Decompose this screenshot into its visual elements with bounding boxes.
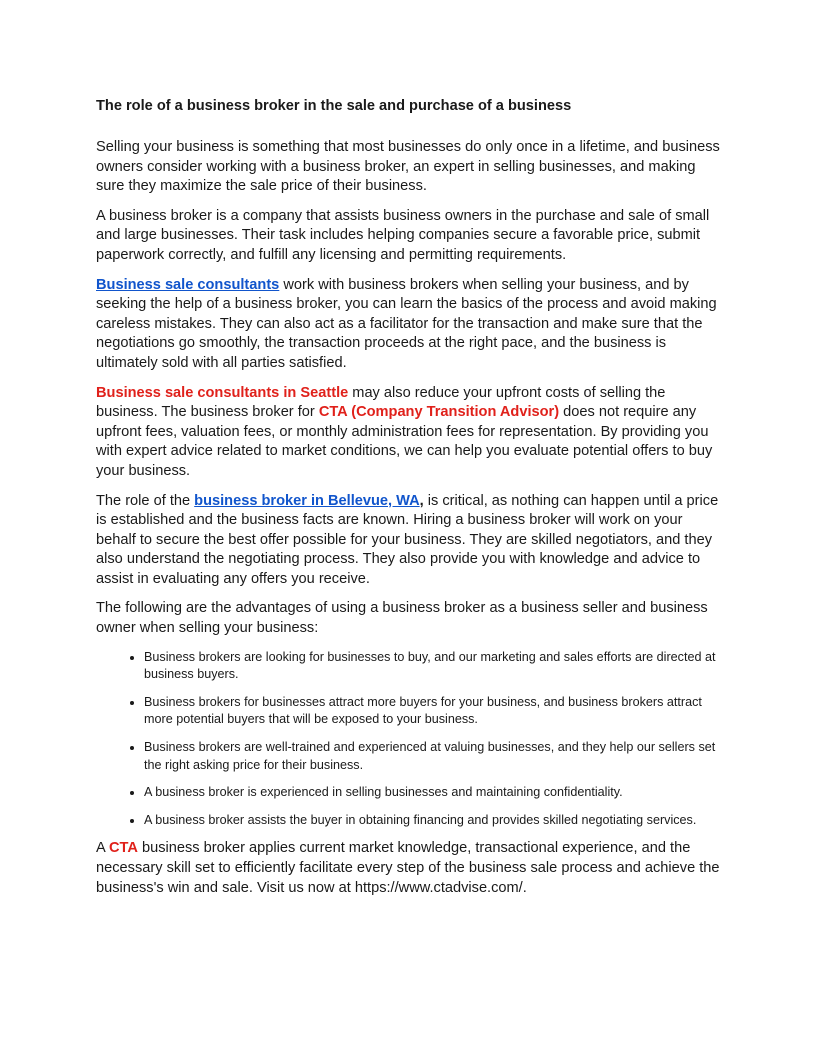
paragraph-bellevue-text-2: is critical, as nothing can happen until a price is established and the business facts are known. Hiring a business broker will work on your behalf to secure the best offer possible for your business. They are skilled negotiators, and they also understand the negotiating process. They also provide you with knowledge and advice to assist in evaluating any offers you receive.	[96, 492, 719, 587]
paragraph-closing-text-2: business broker applies current market knowledge, transactional experience, and the necessary skill set to efficiently facilitate every step of the business sale process and achieve the business's win and sale. Visit us now at https://www.ctadvise.com/.	[96, 840, 720, 896]
paragraph-bellevue	[96, 492, 720, 590]
list-item: • A business broker assists the buyer in obtaining financing and provides skilled negotiating services.	[144, 812, 720, 830]
paragraph-seattle	[96, 384, 720, 482]
list-item: • Business brokers for businesses attract more buyers for your business, and business brokers attract more potential buyers that will be exposed to your business.	[144, 694, 720, 729]
link-comma: ,	[419, 492, 424, 509]
cta-closing-highlight: CTA	[108, 840, 138, 857]
paragraph-intro: Selling your business is something that most businesses do only once in a lifetime, and business owners consider working with a business broker, an expert in selling businesses, and making sure they maximize the sale price of their business.	[96, 139, 720, 195]
paragraph-closing-text-1: A	[96, 840, 109, 857]
paragraph-advantages-intro: The following are the advantages of using a business broker as a business seller and business owner when selling your business:	[96, 600, 708, 637]
business-sale-consultants-link[interactable]: Business sale consultants	[96, 276, 280, 293]
list-item: • Business brokers are looking for businesses to buy, and our marketing and sales efforts are directed at business buyers.	[144, 649, 720, 684]
list-item: • A business broker is experienced in selling businesses and maintaining confidentiality.	[144, 784, 720, 802]
paragraph-consultants-text: work with business brokers when selling your business, and by seeking the help of a business broker, you can learn the basics of the process and avoid making careless mistakes. They can also act as a facilitator for the transaction and make sure that the negotiations go smoothly, the transaction proceeds at the right pace, and the business is ultimately sold with all parties satisfied.	[96, 276, 717, 371]
list-item: • Business brokers are well-trained and experienced at valuing businesses, and they help our sellers set the right asking price for their business.	[144, 739, 720, 774]
cta-highlight: CTA (Company Transition Advisor)	[318, 404, 560, 421]
paragraph-seattle-text-1: may also reduce your upfront costs of selling the business. The business broker for	[96, 384, 666, 421]
paragraph-bellevue-text-1: The role of the	[96, 492, 195, 509]
business-broker-bellevue-link[interactable]: business broker in Bellevue, WA	[194, 492, 420, 509]
paragraph-closing	[96, 839, 720, 898]
advantages-list	[96, 649, 720, 830]
paragraph-definition: A business broker is a company that assists business owners in the purchase and sale of small and large businesses. Their task includes helping companies secure a favorable price, submit paperwork correctly, and fulfill any licensing and permitting requirements.	[96, 207, 710, 263]
paragraph-seattle-text-2: does not require any upfront fees, valuation fees, or monthly administration fees for representation. By providing you with expert advice related to market conditions, we can help you evaluate potential offers to buy your business.	[96, 404, 713, 479]
seattle-highlight: Business sale consultants in Seattle	[96, 384, 349, 401]
document-title: The role of a business broker in the sale and purchase of a business	[96, 98, 572, 114]
paragraph-consultants	[96, 276, 720, 374]
